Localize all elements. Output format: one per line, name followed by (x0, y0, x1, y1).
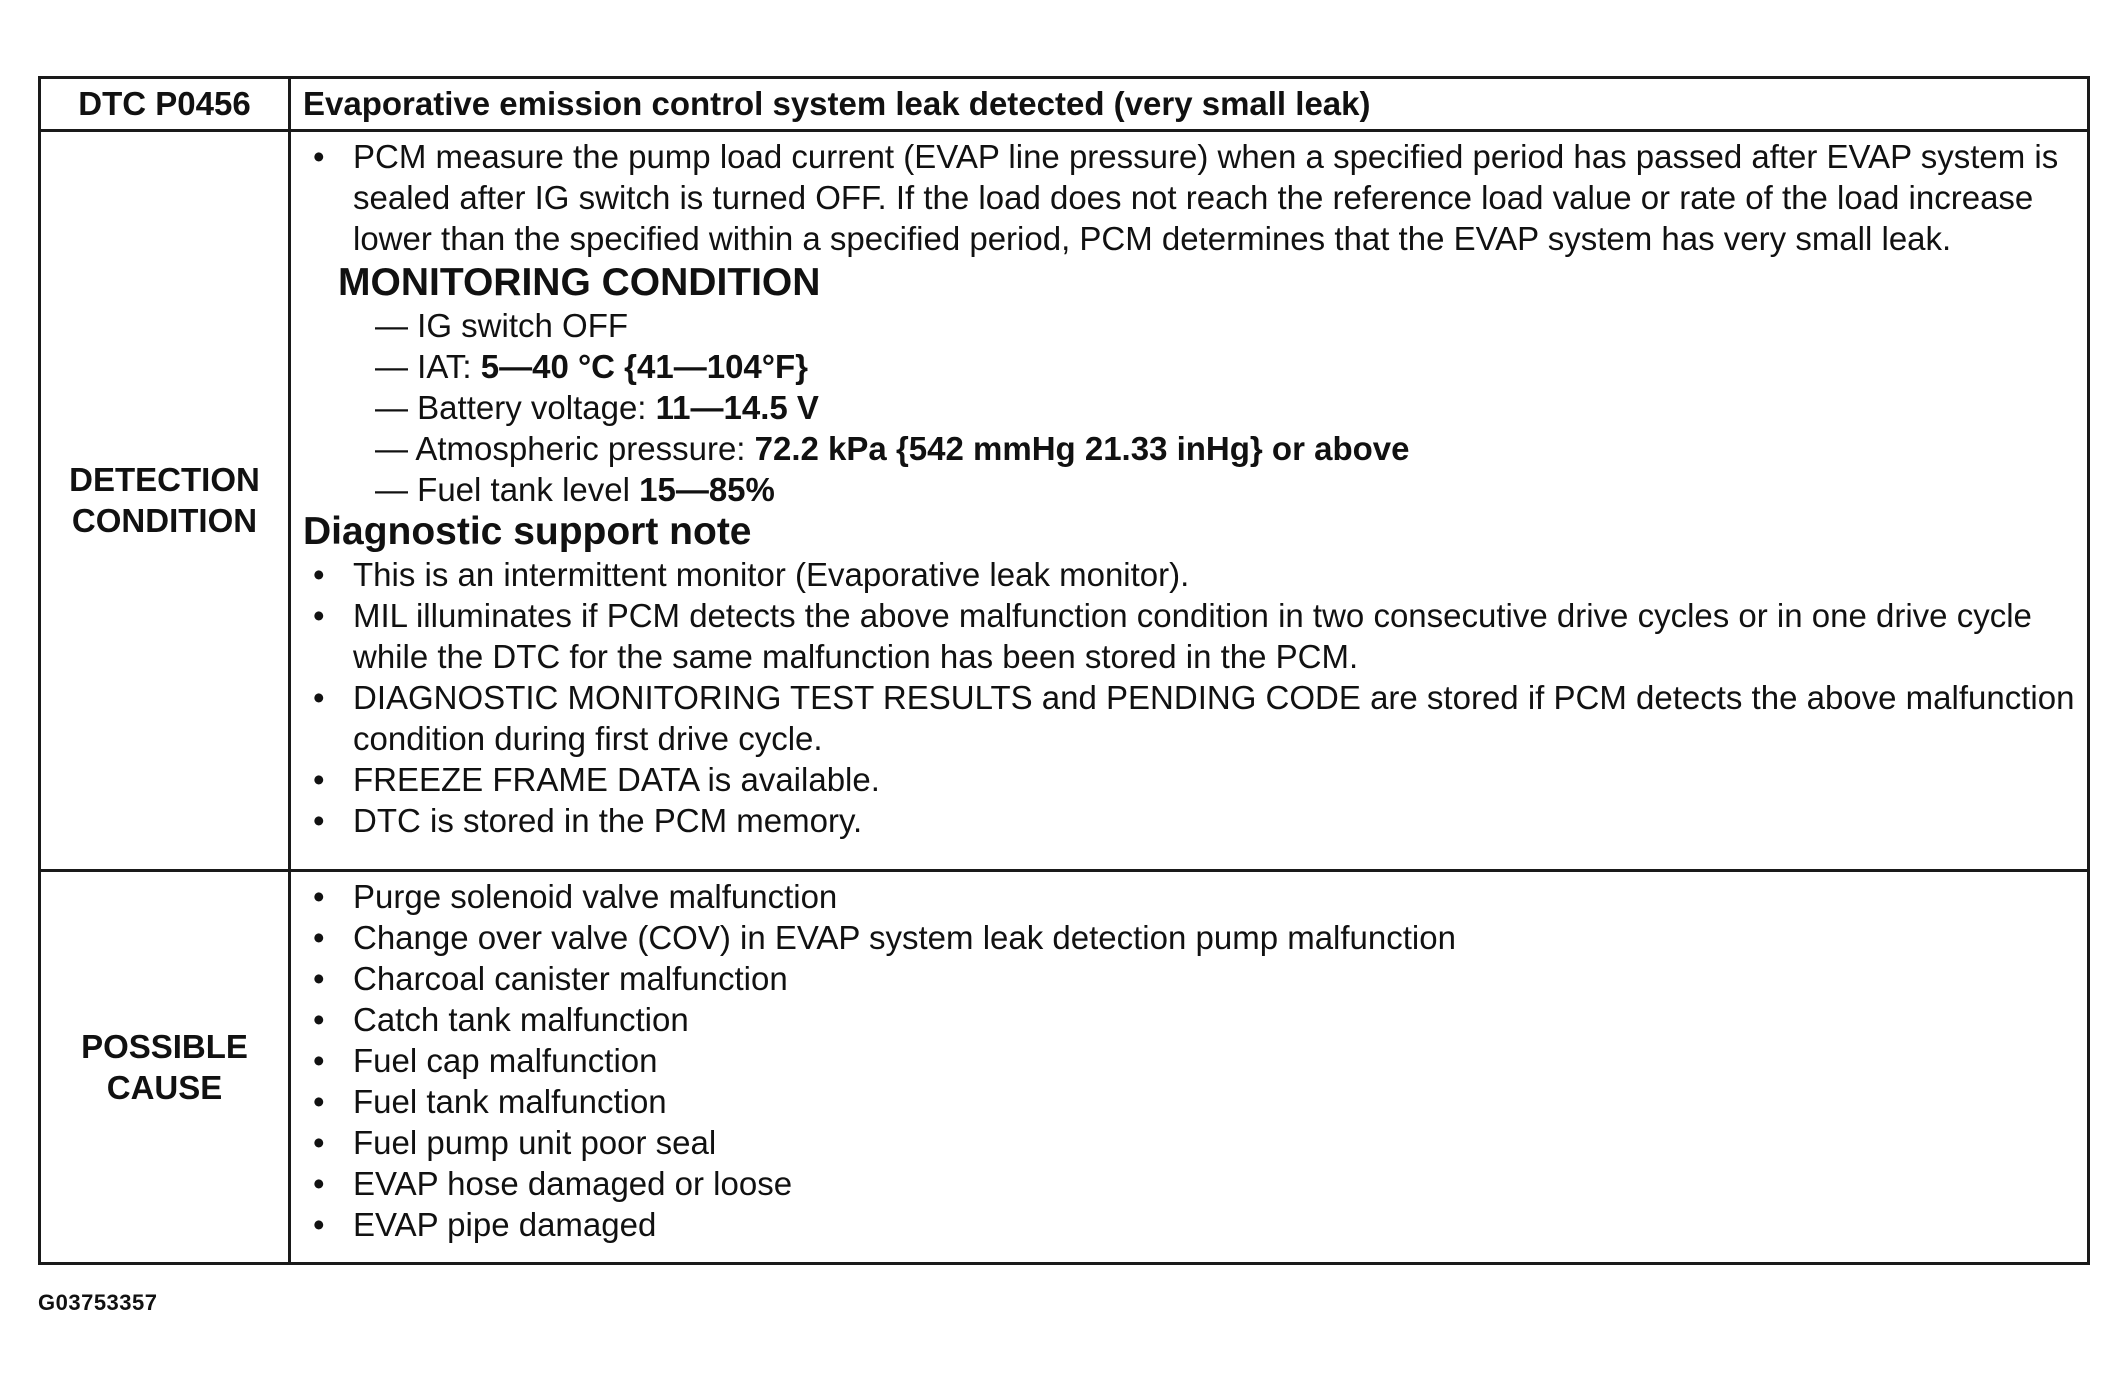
diagnostic-note-item: • MIL illuminates if PCM detects the above malfunction condition in two consecutive drive cycles or in one drive cycle while the DTC for the same malfunction has been stored in the PCM. (303, 595, 2077, 677)
detection-intro-list (303, 136, 2077, 259)
possible-cause-row (40, 870, 2089, 1263)
monitoring-condition-label: — Atmospheric pressure: (375, 430, 755, 467)
possible-cause-item: • EVAP pipe damaged (303, 1204, 2077, 1245)
monitoring-condition-heading: MONITORING CONDITION (338, 261, 821, 304)
diagnostic-note-item: • FREEZE FRAME DATA is available. (303, 759, 2077, 800)
possible-cause-list (303, 876, 2077, 1245)
diagnostic-notes-list (303, 554, 2077, 841)
possible-cause-item: • EVAP hose damaged or loose (303, 1163, 2077, 1204)
monitoring-condition-label: — IG switch OFF (375, 307, 629, 344)
monitoring-condition-item (375, 305, 2077, 346)
monitoring-condition-label: — IAT: (375, 348, 481, 385)
header-row (40, 78, 2089, 131)
diagnostic-support-heading: Diagnostic support note (303, 510, 752, 553)
possible-cause-content (290, 870, 2089, 1263)
monitoring-condition-value: 15—85% (639, 471, 775, 508)
monitoring-condition-item (375, 346, 2077, 387)
monitoring-condition-value: 72.2 kPa {542 mmHg 21.33 inHg} or above (754, 430, 1410, 467)
possible-cause-item: • Change over valve (COV) in EVAP system leak detection pump malfunction (303, 917, 2077, 958)
monitoring-condition-value: 11—14.5 V (655, 389, 819, 426)
detection-intro-bullet: • PCM measure the pump load current (EVAP line pressure) when a specified period has passed after EVAP system is sealed after IG switch is turned OFF. If the load does not reach the reference load value or rate of the load increase lower than the specified within a specified period, PCM determines that the EVAP system has very small leak. (303, 136, 2077, 259)
possible-cause-item: • Fuel tank malfunction (303, 1081, 2077, 1122)
monitoring-condition-item (375, 469, 2077, 510)
possible-cause-item: • Fuel cap malfunction (303, 1040, 2077, 1081)
detection-content (290, 131, 2089, 871)
diagnostic-note-item: • DIAGNOSTIC MONITORING TEST RESULTS and PENDING CODE are stored if PCM detects the above malfunction condition during first drive cycle. (303, 677, 2077, 759)
monitoring-condition-value: 5—40 °C {41—104°F} (480, 348, 808, 385)
monitoring-condition-list (303, 305, 2077, 510)
possible-cause-label: POSSIBLE CAUSE (40, 870, 290, 1263)
monitoring-condition-item (375, 428, 2077, 469)
detection-row (40, 131, 2089, 871)
possible-cause-item: • Charcoal canister malfunction (303, 958, 2077, 999)
monitoring-condition-label: — Battery voltage: (375, 389, 656, 426)
possible-cause-item: • Purge solenoid valve malfunction (303, 876, 2077, 917)
monitoring-condition-label: — Fuel tank level (375, 471, 640, 508)
possible-cause-item: • Fuel pump unit poor seal (303, 1122, 2077, 1163)
dtc-code: DTC P0456 (40, 78, 290, 131)
monitoring-condition-item (375, 387, 2077, 428)
figure-code: G03753357 (38, 1290, 158, 1315)
dtc-title: Evaporative emission control system leak detected (very small leak) (290, 78, 2089, 131)
possible-cause-item: • Catch tank malfunction (303, 999, 2077, 1040)
detection-condition-label: DETECTION CONDITION (40, 131, 290, 871)
dtc-table (38, 76, 2090, 1265)
diagnostic-note-item: • DTC is stored in the PCM memory. (303, 800, 2077, 841)
diagnostic-note-item: • This is an intermittent monitor (Evaporative leak monitor). (303, 554, 2077, 595)
